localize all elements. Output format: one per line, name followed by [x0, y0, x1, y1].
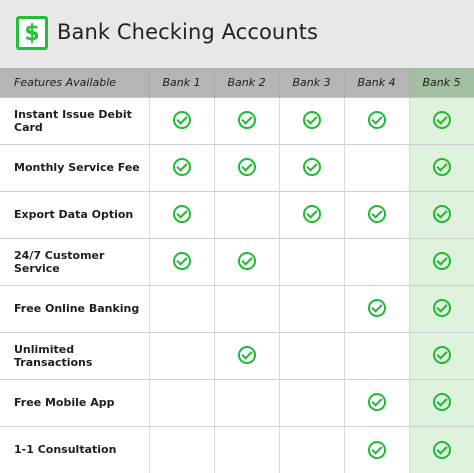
feature-cell: [214, 238, 279, 285]
feature-cell: [149, 144, 214, 191]
table-row: [0, 285, 474, 332]
feature-cell: [409, 144, 474, 191]
check-circle-icon: [368, 299, 386, 317]
table-row: [0, 379, 474, 426]
feature-cell: [279, 144, 344, 191]
feature-cell: [279, 191, 344, 238]
dollar-sign: $: [24, 20, 40, 46]
feature-cell: [214, 144, 279, 191]
feature-cell: [149, 191, 214, 238]
feature-cell: [149, 426, 214, 473]
check-circle-icon: [433, 299, 451, 317]
comparison-table: [0, 68, 474, 473]
feature-label: 24/7 Customer Service: [0, 238, 149, 285]
bank-column-header: Bank 4: [344, 68, 409, 97]
feature-cell: [149, 285, 214, 332]
feature-label: Unlimited Transactions: [0, 332, 149, 379]
check-circle-icon: [368, 393, 386, 411]
comparison-table-wrapper: [0, 68, 474, 473]
feature-cell: [344, 238, 409, 285]
table-header-row: [0, 68, 474, 97]
check-circle-icon: [433, 393, 451, 411]
check-circle-icon: [173, 158, 191, 176]
check-circle-icon: [368, 111, 386, 129]
check-circle-icon: [238, 158, 256, 176]
feature-cell: [409, 379, 474, 426]
feature-cell: [214, 332, 279, 379]
check-circle-icon: [433, 111, 451, 129]
feature-label: Free Mobile App: [0, 379, 149, 426]
check-circle-icon: [433, 441, 451, 459]
check-circle-icon: [303, 205, 321, 223]
check-circle-icon: [433, 158, 451, 176]
feature-cell: [214, 285, 279, 332]
table-row: [0, 191, 474, 238]
check-circle-icon: [173, 252, 191, 270]
bank-column-header-highlighted: Bank 5: [409, 68, 474, 97]
feature-label: Free Online Banking: [0, 285, 149, 332]
table-row: [0, 144, 474, 191]
check-circle-icon: [173, 205, 191, 223]
feature-cell: [409, 426, 474, 473]
check-circle-icon: [433, 252, 451, 270]
feature-cell: [409, 332, 474, 379]
bank-column-header: Bank 1: [149, 68, 214, 97]
feature-cell: [279, 97, 344, 144]
feature-cell: [344, 285, 409, 332]
feature-cell: [214, 97, 279, 144]
table-row: [0, 97, 474, 144]
feature-cell: [279, 238, 344, 285]
table-row: [0, 426, 474, 473]
feature-cell: [149, 332, 214, 379]
features-column-header: Features Available: [0, 68, 149, 97]
check-circle-icon: [433, 346, 451, 364]
feature-cell: [344, 332, 409, 379]
feature-cell: [344, 379, 409, 426]
feature-cell: [279, 379, 344, 426]
dollar-logo-icon: [16, 16, 48, 50]
feature-cell: [344, 97, 409, 144]
feature-cell: [149, 379, 214, 426]
table-row: [0, 332, 474, 379]
check-circle-icon: [238, 111, 256, 129]
bank-column-header: Bank 2: [214, 68, 279, 97]
feature-cell: [344, 191, 409, 238]
check-circle-icon: [368, 441, 386, 459]
check-circle-icon: [303, 111, 321, 129]
feature-cell: [344, 144, 409, 191]
feature-cell: [214, 426, 279, 473]
bank-column-header: Bank 3: [279, 68, 344, 97]
check-circle-icon: [368, 205, 386, 223]
check-circle-icon: [238, 252, 256, 270]
page-header: [0, 0, 474, 68]
feature-cell: [409, 191, 474, 238]
feature-cell: [409, 285, 474, 332]
feature-label: Instant Issue Debit Card: [0, 97, 149, 144]
table-body: [0, 97, 474, 473]
check-circle-icon: [433, 205, 451, 223]
feature-cell: [149, 97, 214, 144]
feature-cell: [149, 238, 214, 285]
table-row: [0, 238, 474, 285]
page-title: Bank Checking Accounts: [57, 20, 319, 44]
feature-cell: [214, 191, 279, 238]
check-circle-icon: [173, 111, 191, 129]
feature-cell: [344, 426, 409, 473]
feature-cell: [279, 332, 344, 379]
feature-cell: [409, 97, 474, 144]
check-circle-icon: [238, 346, 256, 364]
feature-cell: [279, 426, 344, 473]
feature-cell: [214, 379, 279, 426]
feature-cell: [279, 285, 344, 332]
feature-label: Monthly Service Fee: [0, 144, 149, 191]
feature-label: Export Data Option: [0, 191, 149, 238]
feature-cell: [409, 238, 474, 285]
feature-label: 1-1 Consultation: [0, 426, 149, 473]
check-circle-icon: [303, 158, 321, 176]
